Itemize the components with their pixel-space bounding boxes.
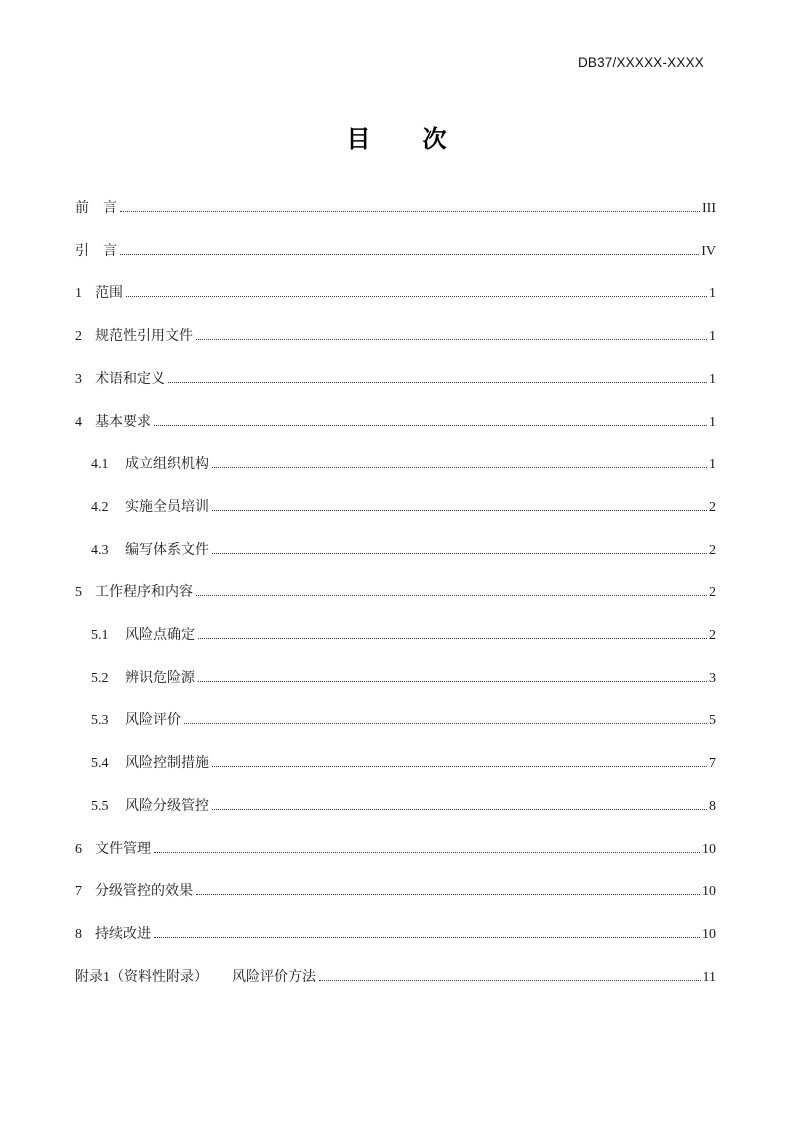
toc-entry-page-number: IV [701,243,716,259]
toc-leader-dots [120,211,700,212]
toc-entry-page-number: 3 [709,670,716,686]
toc-entry-page-number: 10 [702,884,716,900]
toc-entry[interactable] [75,700,716,743]
toc-entry-page-number: 10 [702,841,716,857]
toc-entry[interactable] [75,273,716,316]
toc-entry[interactable] [75,658,716,701]
toc-leader-dots [184,723,707,724]
toc-entry-label: 编写体系文件 [125,542,209,558]
toc-entry-label: 风险评价 [125,713,181,729]
toc-entry-label: 分级管控的效果 [95,884,193,900]
toc-entry[interactable] [75,188,716,231]
toc-leader-dots [212,553,707,554]
toc-entry-page-number: 7 [709,756,716,772]
toc-entry-label: 规范性引用文件 [95,329,193,345]
toc-entry-label: 风险分级管控 [125,798,209,814]
toc-entry-label: 前 言 [75,201,117,216]
toc-leader-dots [212,809,707,810]
toc-leader-dots [198,638,707,639]
page-title-char-2: 次 [422,126,447,153]
toc-leader-dots [154,425,707,426]
toc-entry[interactable] [75,572,716,615]
toc-entry[interactable] [75,829,716,872]
toc-entry-page-number: 2 [709,628,716,644]
toc-entry-label: 风险控制措施 [125,756,209,772]
toc-entry-page-number: 1 [709,457,716,473]
toc-entry-label: 风险点确定 [125,628,195,644]
toc-entry-number: 1 [75,286,82,302]
toc-entry-label: 范围 [95,286,123,302]
toc-entry-page-number: 2 [709,585,716,601]
toc-entry-page-number: 2 [709,499,716,515]
toc-entry-number: 5.5 [91,798,109,814]
toc-entry-number: 5.1 [91,628,109,644]
toc-entry-number: 4.2 [91,499,109,515]
toc-leader-dots [196,339,707,340]
toc-entry-number: 4 [75,414,82,430]
toc-entry[interactable] [75,914,716,957]
toc-entry[interactable] [75,743,716,786]
toc-entry-page-number: III [702,201,716,216]
toc-entry-label: 成立组织机构 [125,457,209,473]
toc-leader-dots [212,467,707,468]
toc-entry-page-number: 2 [709,542,716,558]
toc-entry-page-number: 11 [702,969,716,985]
toc-entry[interactable] [75,316,716,359]
toc-entry-label: 辨识危险源 [125,670,195,686]
toc-entry-number: 6 [75,841,82,857]
toc-entry[interactable] [75,871,716,914]
toc-entry-number: 5.2 [91,670,109,686]
toc-leader-dots [196,595,707,596]
toc-entry-number: 4.3 [91,542,109,558]
toc-entry-number: 2 [75,329,82,345]
toc-entry-label: 引 言 [75,243,117,259]
toc-entry-page-number: 1 [709,286,716,302]
toc-leader-dots [196,894,700,895]
toc-leader-dots [154,937,700,938]
toc-entry-label: 文件管理 [95,841,151,857]
toc-entry-number: 8 [75,926,82,942]
toc-entry[interactable] [75,957,716,1000]
toc-entry-number: 5.3 [91,713,109,729]
toc-entry[interactable] [75,359,716,402]
toc-leader-dots [168,382,707,383]
toc-entry[interactable] [75,402,716,445]
toc-entry[interactable] [75,530,716,573]
toc-entry-number: 5 [75,585,82,601]
toc-entry-page-number: 8 [709,798,716,814]
toc-entry-page-number: 5 [709,713,716,729]
toc-entry-number: 3 [75,371,82,387]
toc-entry-label: 持续改进 [95,926,151,942]
toc-leader-dots [212,510,707,511]
toc-leader-dots [120,254,699,255]
toc-entry-number: 7 [75,884,82,900]
toc-leader-dots [198,681,707,682]
toc-entry-page-number: 1 [709,414,716,430]
toc-entry[interactable] [75,615,716,658]
toc-entry[interactable] [75,786,716,829]
toc-entry-label: 基本要求 [95,414,151,430]
page-title [0,119,793,154]
toc-entry-number: 5.4 [91,756,109,772]
toc-entry-label: 风险评价方法 [232,969,316,985]
toc-leader-dots [154,852,700,853]
table-of-contents [75,188,716,999]
toc-entry[interactable] [75,444,716,487]
toc-entry-number: 4.1 [91,457,109,473]
toc-entry-label: 工作程序和内容 [95,585,193,601]
document-number: DB37/XXXXX-XXXX [577,55,704,70]
toc-entry-label: 术语和定义 [95,371,165,387]
toc-leader-dots [319,980,701,981]
toc-entry-page-number: 10 [702,926,716,942]
toc-entry[interactable] [75,231,716,274]
toc-entry-number: 附录1（资料性附录） [75,969,208,985]
toc-entry[interactable] [75,487,716,530]
toc-entry-page-number: 1 [709,329,716,345]
toc-entry-page-number: 1 [709,371,716,387]
page-title-char-1: 目 [346,126,371,153]
toc-leader-dots [212,766,707,767]
toc-entry-label: 实施全员培训 [125,499,209,515]
toc-leader-dots [126,296,707,297]
